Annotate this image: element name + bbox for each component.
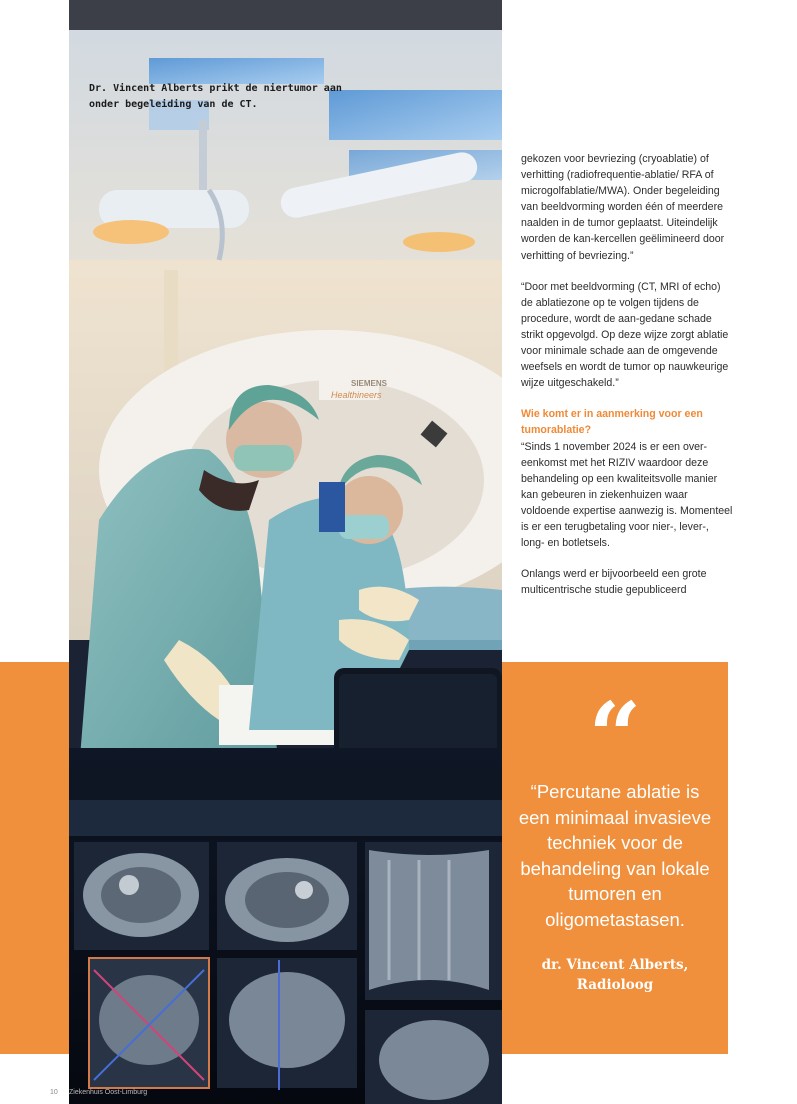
publication-name: Ziekenhuis Oost-Limburg <box>69 1089 148 1096</box>
photo-caption: Dr. Vincent Alberts prikt de niertumor aan onder begeleiding van de CT. <box>89 83 342 110</box>
machine-brand-label: SIEMENS <box>351 379 388 388</box>
article-column <box>521 151 733 613</box>
surgery-photo <box>69 0 502 1104</box>
article-paragraph-3: “Sinds 1 november 2024 is er een over-eenkomst met het RIZIV waardoor deze behandeling op een kwaliteitsvolle manier kan gebeuren in ziekenhuizen waar voldoende expertise aanwezig is. Momenteel is er een terugbetaling voor nier-, lever-, long- en botletsels. <box>521 440 733 550</box>
section-heading: Wie komt er in aanmerking voor een tumorablatie? <box>521 408 703 437</box>
page-number: 10 <box>50 1089 58 1096</box>
machine-sub-label: Healthineers <box>331 390 382 400</box>
article-paragraph-2: “Door met beeldvorming (CT, MRI of echo) de ablatiezone op te volgen tijdens de procedure, wordt de aan-gedane schade strikt opgevolgd. Op deze wijze zorgt ablatie voor minimale schade aan de omgevende weefsels en wordt de tumor op nauwkeurige wijze uitgeschakeld.” <box>521 280 729 390</box>
article-paragraph-4: Onlangs werd er bijvoorbeeld een grote multicentrische studie gepubliceerd <box>521 568 707 597</box>
article-paragraph-1: gekozen voor bevriezing (cryoablatie) of verhitting (radiofrequentie-ablatie/ RFA of microgolfablatie/MWA). Onder begeleiding van beeldvorming worden één of meerdere naalden in de tumor geplaatst. Uiteindelijk worden de kan-kercellen geëlimineerd door verhitting of bevriezing.” <box>521 153 725 262</box>
quote-mark-icon: “ <box>588 682 642 790</box>
pull-quote-text: “Percutane ablatie is een minimaal invasieve techniek voor de behandeling van lokale tumoren en oligometastasen. <box>518 781 712 930</box>
pull-quote-author: dr. Vincent Alberts, Radioloog <box>541 957 689 993</box>
surgery-illustration <box>69 0 502 1104</box>
